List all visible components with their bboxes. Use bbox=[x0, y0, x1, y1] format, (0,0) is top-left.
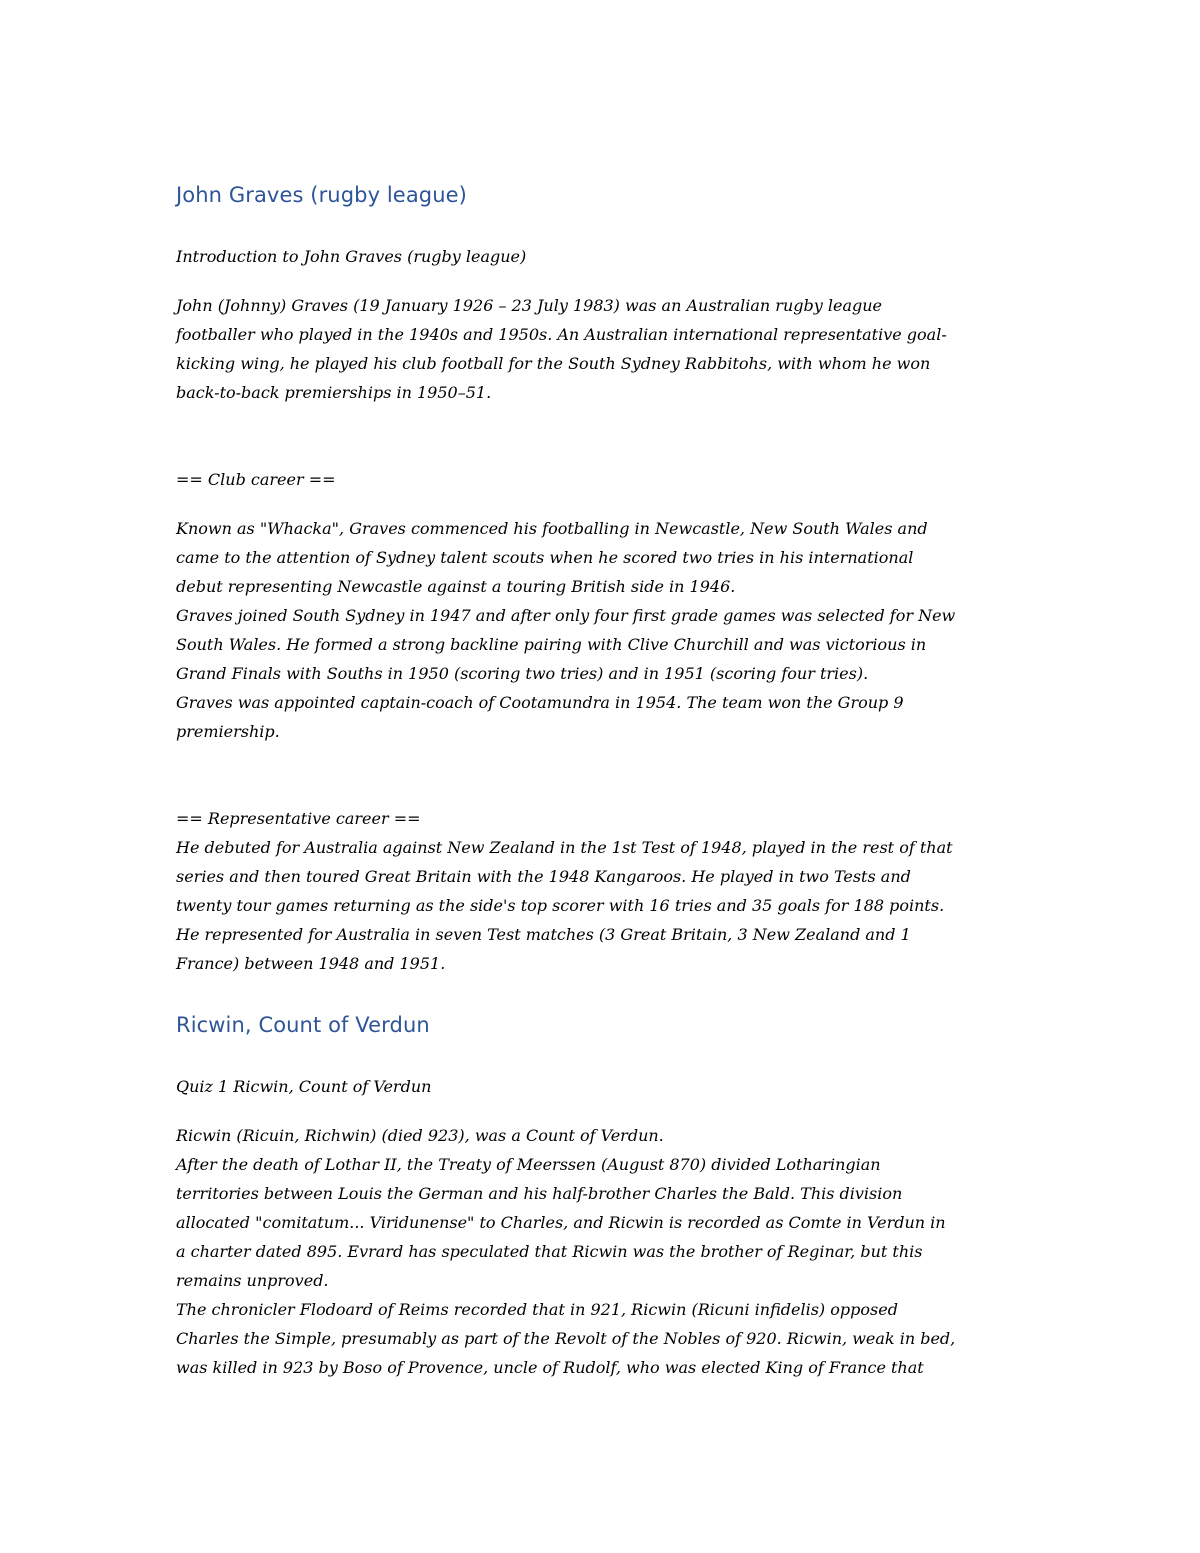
intro-line: Quiz 1 Ricwin, Count of Verdun bbox=[176, 1077, 432, 1096]
text-line: twenty tour games returning as the side's top scorer with 16 tries and 35 goals for 188 points. bbox=[176, 896, 945, 915]
text-line: debut representing Newcastle against a touring British side in 1946. bbox=[176, 577, 736, 596]
text-line: footballer who played in the 1940s and 1950s. An Australian international representative goal- bbox=[176, 325, 947, 344]
text-line: remains unproved. bbox=[176, 1271, 329, 1290]
text-line: Grand Finals with Souths in 1950 (scoring two tries) and in 1951 (scoring four tries). bbox=[176, 664, 869, 683]
text-line: Known as "Whacka", Graves commenced his footballing in Newcastle, New South Wales and bbox=[176, 519, 928, 538]
text-line: kicking wing, he played his club football for the South Sydney Rabbitohs, with whom he won bbox=[176, 354, 931, 373]
club-career-heading bbox=[176, 465, 1032, 494]
paragraph-representative-career bbox=[176, 804, 1032, 978]
paragraph-club-career bbox=[176, 514, 1032, 746]
intro-ricwin bbox=[176, 1072, 1032, 1101]
text-line: France) between 1948 and 1951. bbox=[176, 954, 446, 973]
intro-line: Introduction to John Graves (rugby league) bbox=[176, 247, 527, 266]
text-line: == Club career == bbox=[176, 470, 336, 489]
text-line: South Wales. He formed a strong backline pairing with Clive Churchill and was victorious in bbox=[176, 635, 927, 654]
section-heading-ricwin: Ricwin, Count of Verdun bbox=[176, 1013, 430, 1037]
text-line: series and then toured Great Britain with the 1948 Kangaroos. He played in two Tests and bbox=[176, 867, 911, 886]
text-line: premiership. bbox=[176, 722, 280, 741]
paragraph-ricwin bbox=[176, 1121, 1032, 1382]
text-line: The chronicler Flodoard of Reims recorded that in 921, Ricwin (Ricuni infidelis) opposed bbox=[176, 1300, 898, 1319]
text-line: == Representative career == bbox=[176, 809, 421, 828]
text-line: Graves joined South Sydney in 1947 and after only four first grade games was selected for New bbox=[176, 606, 956, 625]
text-line: Graves was appointed captain-coach of Cootamundra in 1954. The team won the Group 9 bbox=[176, 693, 904, 712]
text-line: Charles the Simple, presumably as part of the Revolt of the Nobles of 920. Ricwin, weak in bed, bbox=[176, 1329, 956, 1348]
intro-john-graves bbox=[176, 242, 1032, 271]
text-line: Ricwin (Ricuin, Richwin) (died 923), was a Count of Verdun. bbox=[176, 1126, 664, 1145]
text-line: He debuted for Australia against New Zealand in the 1st Test of 1948, played in the rest of that bbox=[176, 838, 953, 857]
text-line: territories between Louis the German and his half-brother Charles the Bald. This division bbox=[176, 1184, 903, 1203]
text-line: After the death of Lothar II, the Treaty of Meerssen (August 870) divided Lotharingian bbox=[176, 1155, 881, 1174]
text-line: a charter dated 895. Evrard has speculated that Ricwin was the brother of Reginar, but this bbox=[176, 1242, 923, 1261]
text-line: John (Johnny) Graves (19 January 1926 – 23 July 1983) was an Australian rugby league bbox=[176, 296, 883, 315]
paragraph-biography bbox=[176, 291, 1032, 407]
document-content bbox=[176, 178, 1032, 1382]
text-line: came to the attention of Sydney talent scouts when he scored two tries in his international bbox=[176, 548, 914, 567]
text-line: was killed in 923 by Boso of Provence, uncle of Rudolf, who was elected King of France that bbox=[176, 1358, 924, 1377]
section-heading-john-graves: John Graves (rugby league) bbox=[176, 183, 467, 207]
text-line: back-to-back premierships in 1950–51. bbox=[176, 383, 492, 402]
text-line: allocated "comitatum... Viridunense" to Charles, and Ricwin is recorded as Comte in Verdun in bbox=[176, 1213, 946, 1232]
text-line: He represented for Australia in seven Test matches (3 Great Britain, 3 New Zealand and 1 bbox=[176, 925, 911, 944]
